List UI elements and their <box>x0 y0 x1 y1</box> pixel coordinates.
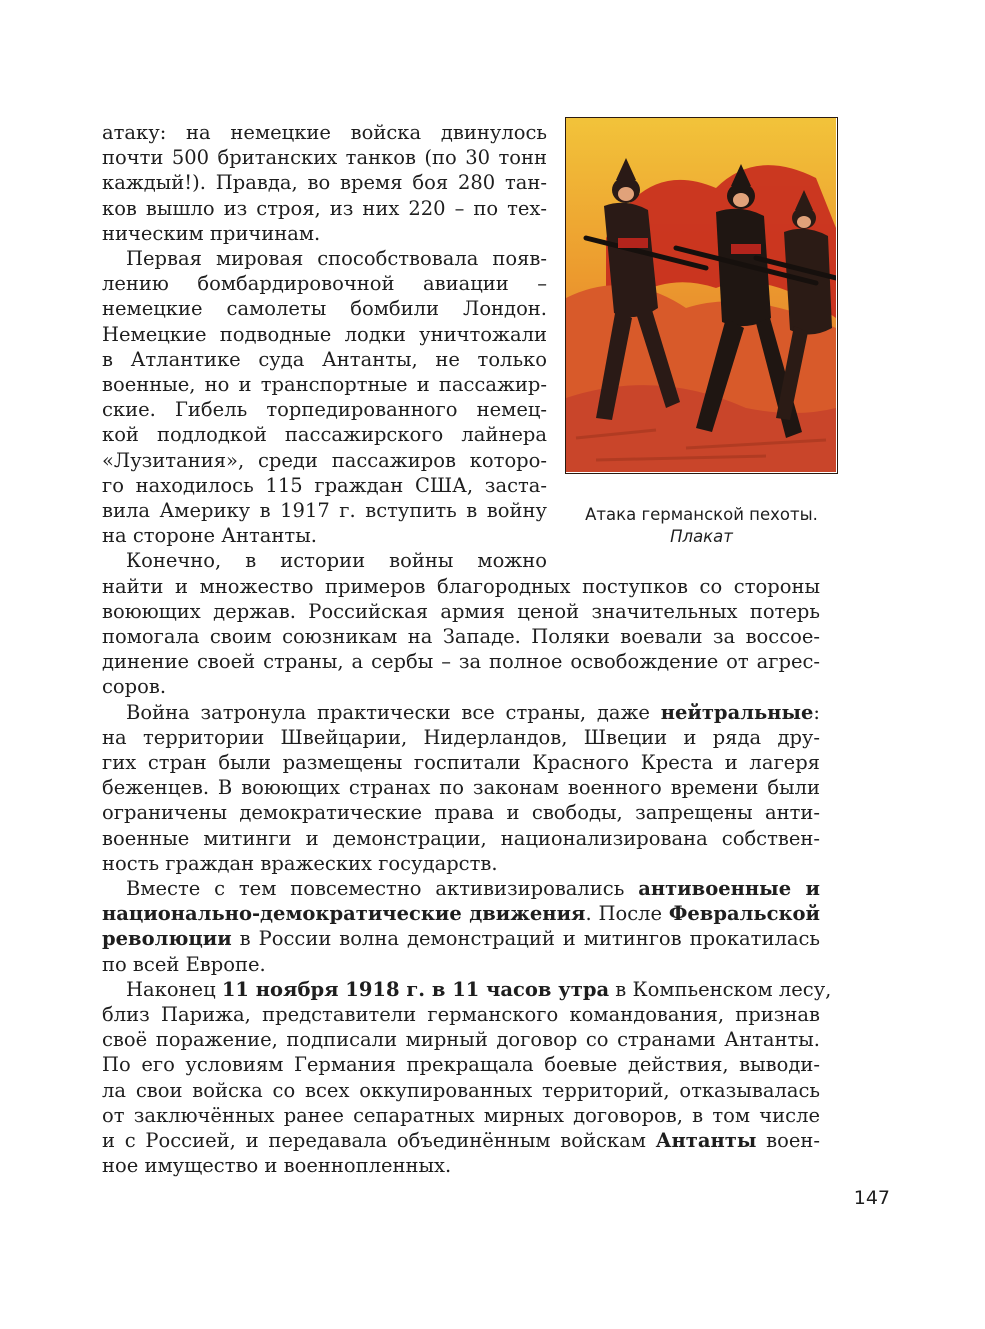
text-line <box>102 901 820 926</box>
text-line <box>102 1128 820 1153</box>
text-span: немецкие самолеты бомбили Лондон. <box>102 297 547 321</box>
page-number: 147 <box>853 1187 890 1209</box>
text-span: своё поражение, подписали мирный договор со странами Антанты. <box>102 1028 820 1052</box>
text-span: в Атлантике суда Антанты, не только <box>102 347 547 371</box>
text-span: воюющих держав. Российская армия ценой значительных потерь <box>102 599 820 623</box>
text-line <box>102 322 547 347</box>
text-line <box>102 851 820 876</box>
text-line <box>102 725 820 750</box>
bold-term: 11 ноября 1918 г. в 11 часов утра <box>221 977 610 1001</box>
text-line <box>102 1153 820 1178</box>
text-line <box>102 523 547 548</box>
text-span: на территории Швейцарии, Нидерландов, Швеции и ряда дру- <box>102 725 820 749</box>
text-span: военные митинги и демонстрации, национализирована собствен- <box>102 826 820 850</box>
text-line <box>102 1027 820 1052</box>
text-span: атаку: на немецкие войска двинулось <box>102 121 547 144</box>
text-line <box>126 700 820 725</box>
text-span: на стороне Антанты. <box>102 524 317 548</box>
bold-term: антивоенные и <box>638 877 820 900</box>
text-line <box>126 246 547 271</box>
text-span: ограничены демократические права и свободы, запрещены анти- <box>102 801 820 825</box>
text-span: . После <box>585 902 669 926</box>
text-span: в России волна демонстраций и митингов прокатилась <box>231 927 820 951</box>
text-line <box>102 649 820 674</box>
bold-term: Февральской <box>668 902 820 926</box>
text-span: го находилось 115 граждан США, заста- <box>102 473 547 497</box>
text-span: лению бомбардировочной авиации – <box>102 272 547 296</box>
text-span: и с Россией, и передавала объединённым войскам <box>102 1129 656 1152</box>
bold-term: национально-демократические движения <box>102 902 586 926</box>
text-span: воен- <box>756 1129 820 1152</box>
text-line <box>102 800 820 825</box>
text-line <box>102 674 820 699</box>
text-line <box>102 196 547 221</box>
text-span: ла свои войска со всех оккупированных территорий, отказывалась <box>102 1078 820 1102</box>
text-span: беженцев. В воюющих странах по законам военного времени были <box>102 776 820 800</box>
text-span: военные, но и транспортные и пассажир- <box>102 373 547 396</box>
text-line <box>102 1078 820 1103</box>
text-line <box>102 448 547 473</box>
text-span: по всей Европе. <box>102 952 266 976</box>
figure-caption-type: Плакат <box>670 527 733 546</box>
text-line <box>102 422 547 447</box>
text-line <box>102 750 820 775</box>
text-line <box>102 624 820 649</box>
text-line <box>102 145 547 170</box>
text-line <box>102 826 820 851</box>
text-span: близ Парижа, представители германского командования, признав <box>102 1003 820 1026</box>
text-span: от заключённых ранее сепаратных мирных договоров, в том числе <box>102 1103 820 1127</box>
text-span: соров. <box>102 675 167 699</box>
text-span: вила Америку в 1917 г. вступить в войну <box>102 499 547 522</box>
text-line <box>102 347 547 372</box>
bold-term: революции <box>102 927 232 951</box>
text-line <box>102 1052 820 1077</box>
figure-caption: Атака германской пехоты. <box>585 505 818 524</box>
text-line <box>102 498 547 523</box>
text-line <box>102 926 820 951</box>
text-span: кой подлодкой пассажирского лайнера <box>102 423 547 447</box>
text-line <box>126 876 820 901</box>
text-span: ков вышло из строя, из них 220 – по тех- <box>102 196 547 220</box>
text-line <box>102 397 547 422</box>
text-line <box>126 548 547 573</box>
text-line <box>126 977 832 1002</box>
text-span: Наконец <box>126 977 222 1001</box>
text-span: каждый!). Правда, во время боя 280 тан- <box>102 171 547 195</box>
text-span: По его условиям Германия прекращала боевые действия, выводи- <box>102 1053 820 1077</box>
text-line <box>102 952 820 977</box>
text-line <box>102 473 547 498</box>
text-span: помогала своим союзникам на Западе. Поляки воевали за воссое- <box>102 625 820 648</box>
text-span: гих стран были размещены госпитали Красного Креста и лагеря <box>102 751 820 774</box>
text-line <box>102 221 547 246</box>
text-span: Конечно, в истории войны можно <box>126 549 547 573</box>
text-span: ное имущество и военнопленных. <box>102 1154 452 1178</box>
text-line <box>102 170 547 195</box>
text-line <box>102 1002 820 1027</box>
text-span: : <box>813 700 820 724</box>
text-span: Немецкие подводные лодки уничтожали <box>102 322 547 346</box>
text-line <box>102 574 820 599</box>
text-span: в Компьенском лесу, <box>609 977 832 1001</box>
text-span: ность граждан вражеских государств. <box>102 851 498 875</box>
text-line <box>102 296 547 321</box>
text-span: ническим причинам. <box>102 221 321 245</box>
text-line <box>102 120 547 145</box>
text-line <box>102 1103 820 1128</box>
text-span: Первая мировая способствовала появ- <box>126 247 547 270</box>
text-span: почти 500 британских танков (по 30 тонн <box>102 146 547 170</box>
text-line <box>102 372 547 397</box>
bold-term: Антанты <box>655 1129 757 1152</box>
text-span: «Лузитания», среди пассажиров которо- <box>102 448 547 472</box>
text-span: найти и множество примеров благородных поступков со стороны <box>102 574 820 598</box>
text-span: ские. Гибель торпедированного немец- <box>102 398 547 422</box>
text-span: динение своей страны, а сербы – за полное освобождение от агрес- <box>102 650 820 674</box>
text-span: Война затронула практически все страны, даже <box>126 700 661 724</box>
bold-term: нейтральные <box>660 700 814 724</box>
text-line <box>102 599 820 624</box>
text-span: Вместе с тем повсеместно активизировались <box>126 877 639 900</box>
poster-image <box>565 117 838 474</box>
text-line <box>102 271 547 296</box>
text-line <box>102 775 820 800</box>
